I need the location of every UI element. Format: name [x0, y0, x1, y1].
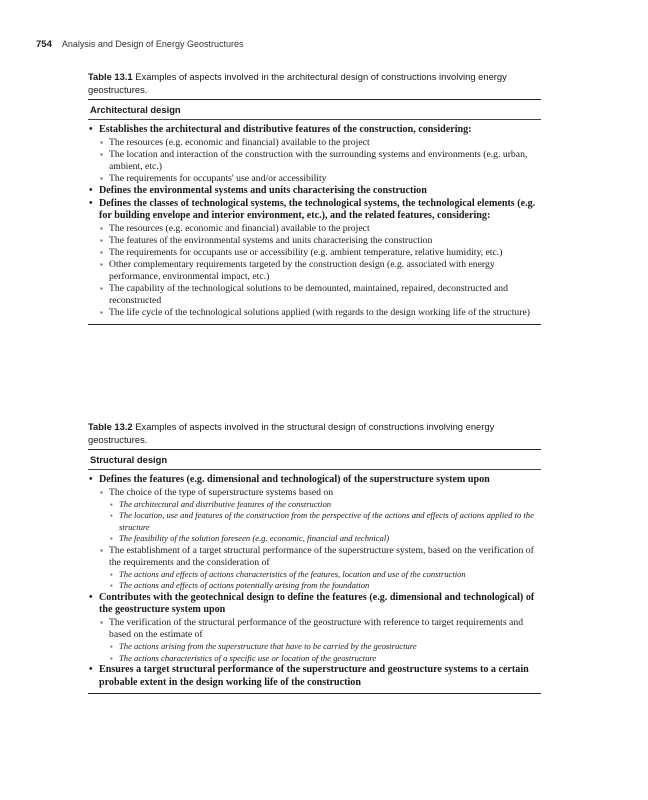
- sub-bullet-icon: ▪: [100, 308, 103, 318]
- table-caption-text: Examples of aspects involved in the architectural design of constructions involving energy geostructures.: [88, 71, 507, 95]
- sub-bullet-icon: ▪: [110, 534, 113, 544]
- bottom-rule: [88, 693, 541, 694]
- sub-bullet-icon: ▪: [100, 487, 103, 497]
- table-caption: [88, 421, 541, 446]
- sub-bullet-icon: ▪: [110, 581, 113, 591]
- list-item: • Defines the classes of technological systems, the technological systems, the technological elements (e.g. for building envelope and interior environment, etc.), and the related features, considering: ▪ The resources (e.g. economic and financial) available to the project ▪ The features of the environmental systems and units characterising the construction ▪ The requirements for occupants use or accessibility (e.g. ambient temperature, relative humidity, etc.) ▪ Other complementary requirements targeted by the construction design (e.g. associated with energy performance, environmental impact, etc.) ▪ The capability of the technological solutions to be demounted, maintained, repaired, deconstructed and reconstructed ▪ The life cycle of the technological solutions applied (with regards to the design working life of the structure): [88, 198, 541, 320]
- sub-bullet-icon: ▪: [100, 545, 103, 555]
- bottom-rule: [88, 324, 541, 325]
- sub-sub-item: ▪ The actions characteristics of a specific use or location of the geostructure: [110, 652, 377, 663]
- running-header: [36, 39, 243, 50]
- sub-bullet-icon: ▪: [110, 499, 113, 509]
- sub-item: ▪ The verification of the structural performance of the geostructure with reference to target requirements and based on the estimate of ▪ The actions arising from the superstructure that have to be carried by the geostructure ▪ The actions characteristics of a specific use or location of the geostructure: [99, 617, 541, 664]
- table-label: Table 13.2: [88, 421, 133, 432]
- sub-item: ▪ The resources (e.g. economic and financial) available to the project: [100, 222, 370, 234]
- table-caption: [88, 71, 541, 96]
- list-item: • Defines the features (e.g. dimensional and technological) of the superstructure system upon ▪ The choice of the type of superstructure systems based on ▪ The architectural and distributive features of the construction ▪ The location, use and features of the construction from the perspective of the actions and effects of actions applied to the structure ▪ The feasibility of the solution foreseen (e.g. economic, financial and technical) ▪ The establishment of a target structural performance of the superstructure system, based on the verification of the requirements and the consideration of ▪ The actions and effects of actions characteristics of the features, location and use of the construction ▪ The actions and effects of actions potentially arising from the foundation: [88, 474, 541, 592]
- running-title: Analysis and Design of Energy Geostructures: [61, 39, 244, 49]
- sub-item: ▪ Other complementary requirements targeted by the construction design (e.g. associated with energy performance, environmental impact, etc.): [100, 259, 495, 283]
- sub-bullet-icon: ▪: [100, 223, 103, 233]
- item-list: [88, 124, 541, 320]
- list-item: • Ensures a target structural performance of the superstructure and geostructure systems to a certain probable extent in the design working life of the construction: [89, 664, 529, 688]
- sub-item: ▪ The establishment of a target structural performance of the superstructure system, based on the verification of the requirements and the consideration of ▪ The actions and effects of actions characteristics of the features, location and use of the construction ▪ The actions and effects of actions potentially arising from the foundation: [99, 545, 541, 592]
- sub-bullet-icon: ▪: [110, 511, 113, 521]
- sub-item: ▪ The location and interaction of the construction with the surrounding systems and environments (e.g. urban, ambient, etc.): [100, 148, 528, 172]
- sub-bullet-icon: ▪: [100, 247, 103, 257]
- sub-sub-item: ▪ The location, use and features of the construction from the perspective of the actions and effects of actions applied to the structure: [110, 510, 534, 532]
- sub-bullet-icon: ▪: [100, 173, 103, 183]
- sub-bullet-icon: ▪: [100, 235, 103, 245]
- list-item: • Defines the environmental systems and units characterising the construction: [89, 184, 427, 196]
- bullet-icon: •: [89, 664, 93, 676]
- sub-bullet-icon: ▪: [110, 642, 113, 652]
- sub-bullet-icon: ▪: [100, 149, 103, 159]
- page-number: 754: [36, 39, 52, 50]
- sub-bullet-icon: ▪: [100, 260, 103, 270]
- column-header: Structural design: [90, 454, 168, 465]
- sub-sub-item: ▪ The actions arising from the superstructure that have to be carried by the geostructure: [110, 641, 417, 652]
- sub-bullet-icon: ▪: [110, 569, 113, 579]
- sub-sub-item: ▪ The actions and effects of actions characteristics of the features, location and use of the construction: [110, 568, 466, 579]
- sub-sub-item: ▪ The actions and effects of actions potentially arising from the foundation: [110, 580, 370, 591]
- header-rule: [88, 119, 541, 120]
- bullet-icon: •: [89, 591, 93, 603]
- bullet-icon: •: [89, 184, 93, 196]
- bullet-icon: •: [89, 474, 93, 485]
- sub-item: ▪ The features of the environmental systems and units characterising the construction: [100, 234, 433, 246]
- table-caption-text: Examples of aspects involved in the structural design of constructions involving energy geostructures.: [88, 421, 495, 445]
- table-label: Table 13.1: [88, 71, 133, 82]
- column-header: Architectural design: [90, 104, 181, 115]
- sub-item: ▪ The resources (e.g. economic and financial) available to the project: [100, 136, 370, 148]
- sub-sub-item: ▪ The architectural and distributive features of the construction: [110, 498, 332, 509]
- sub-item: ▪ The requirements for occupants use or accessibility (e.g. ambient temperature, relative humidity, etc.): [100, 246, 503, 258]
- sub-sub-item: ▪ The feasibility of the solution foreseen (e.g. economic, financial and technical): [110, 533, 390, 544]
- list-item: • Contributes with the geotechnical design to define the features (e.g. dimensional and technological) of the geostructure system upon ▪ The verification of the structural performance of the geostructure with reference to target requirements and based on the estimate of ▪ The actions arising from the superstructure that have to be carried by the geostructure ▪ The actions characteristics of a specific use or location of the geostructure: [88, 592, 541, 664]
- sub-bullet-icon: ▪: [100, 284, 103, 294]
- list-item: • Establishes the architectural and distributive features of the construction, considering: ▪ The resources (e.g. economic and financial) available to the project ▪ The location and interaction of the construction with the surrounding systems and environments (e.g. urban, ambient, etc.) ▪ The requirements for occupants' use and/or accessibility: [88, 124, 541, 185]
- table-13-2: [88, 421, 541, 694]
- sub-item: ▪ The requirements for occupants' use and/or accessibility: [100, 172, 327, 184]
- sub-item: ▪ The capability of the technological solutions to be demounted, maintained, repaired, deconstructed and reconstructed: [100, 283, 508, 307]
- sub-item: ▪ The choice of the type of superstructure systems based on ▪ The architectural and distributive features of the construction ▪ The location, use and features of the construction from the perspective of the actions and effects of actions applied to the structure ▪ The feasibility of the solution foreseen (e.g. economic, financial and technical): [99, 487, 541, 545]
- item-list: [88, 474, 541, 689]
- sub-bullet-icon: ▪: [100, 137, 103, 147]
- header-rule: [88, 469, 541, 470]
- sub-bullet-icon: ▪: [110, 653, 113, 663]
- sub-bullet-icon: ▪: [100, 618, 103, 628]
- table-13-1: [88, 71, 541, 325]
- sub-item: ▪ The life cycle of the technological solutions applied (with regards to the design working life of the structure): [100, 307, 531, 319]
- bullet-icon: •: [89, 124, 93, 135]
- bullet-icon: •: [89, 197, 93, 209]
